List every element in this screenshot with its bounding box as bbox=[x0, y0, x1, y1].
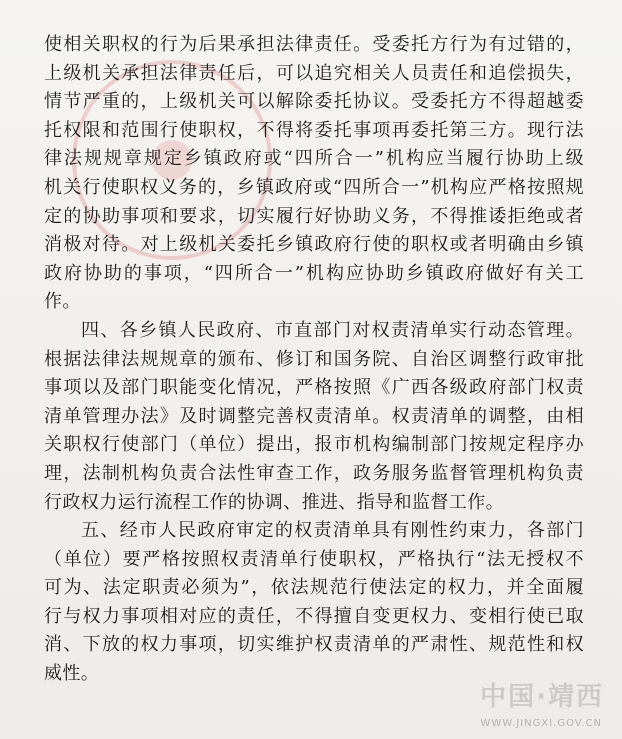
body-line: 行政权力运行流程工作的协调、推进、指导和监督工作。 bbox=[44, 491, 504, 513]
body-line: 消极对待。对上级机关委托乡镇政府行使的职权或者明确由乡镇 bbox=[44, 234, 584, 256]
body-line: 理，法制机构负责合法性审查工作，政务服务监督管理机构负责 bbox=[44, 462, 584, 484]
document-body bbox=[44, 31, 584, 689]
body-line: 律法规规章规定乡镇政府或“四所合一”机构应当履行协助上级 bbox=[44, 148, 584, 170]
body-line: 消、下放的权力事项，切实维护权责清单的严肃性、规范性和权 bbox=[44, 634, 584, 656]
section-four-first-line: 四、各乡镇人民政府、市直部门对权责清单实行动态管理。 bbox=[81, 319, 584, 341]
body-line: 关职权行使部门（单位）提出，报市机构编制部门按规定程序办 bbox=[44, 434, 584, 456]
section-five-first-line: 五、经市人民政府审定的权责清单具有刚性约束力，各部门 bbox=[81, 520, 584, 542]
body-line: 事项以及部门职能变化情况，严格按照《广西各级政府部门权责 bbox=[44, 377, 584, 399]
body-line: 可为、法定职责必须为”，依法规范行使法定的权力，并全面履 bbox=[44, 577, 584, 599]
body-line: 使相关职权的行为后果承担法律责任。受委托方行为有过错的， bbox=[44, 34, 584, 55]
body-line: 定的协助事项和要求，切实履行好协助义务，不得推诿拒绝或者 bbox=[44, 205, 584, 227]
body-line: 清单管理办法》及时调整完善权责清单。权责清单的调整，由相 bbox=[44, 405, 584, 427]
watermark-title: 中国·靖西 bbox=[480, 682, 604, 712]
body-line: 政府协助的事项，“四所合一”机构应协助乡镇政府做好有关工 bbox=[44, 262, 584, 284]
body-line: 机关行使职权义务的，乡镇政府或“四所合一”机构应严格按照规 bbox=[44, 176, 584, 198]
body-line: 行与权力事项相对应的责任，不得擅自变更权力、变相行使已取 bbox=[44, 605, 584, 627]
body-line: 情节严重的，上级机关可以解除委托协议。受委托方不得超越委 bbox=[44, 91, 584, 113]
body-line: 作。 bbox=[44, 291, 81, 313]
body-line: 托权限和范围行使职权，不得将委托事项再委托第三方。现行法 bbox=[44, 119, 584, 141]
body-line: （单位）要严格按照权责清单行使职权，严格执行“法无授权不 bbox=[44, 548, 584, 570]
body-line: 威性。 bbox=[44, 663, 100, 685]
watermark-url: WWW.JINGXI.GOV.CN bbox=[480, 718, 602, 729]
site-watermark bbox=[442, 675, 612, 733]
body-line: 根据法律法规规章的颁布、修订和国务院、自治区调整行政审批 bbox=[44, 348, 584, 370]
body-line: 上级机关承担法律责任后，可以追究相关人员责任和追偿损失， bbox=[44, 62, 584, 84]
